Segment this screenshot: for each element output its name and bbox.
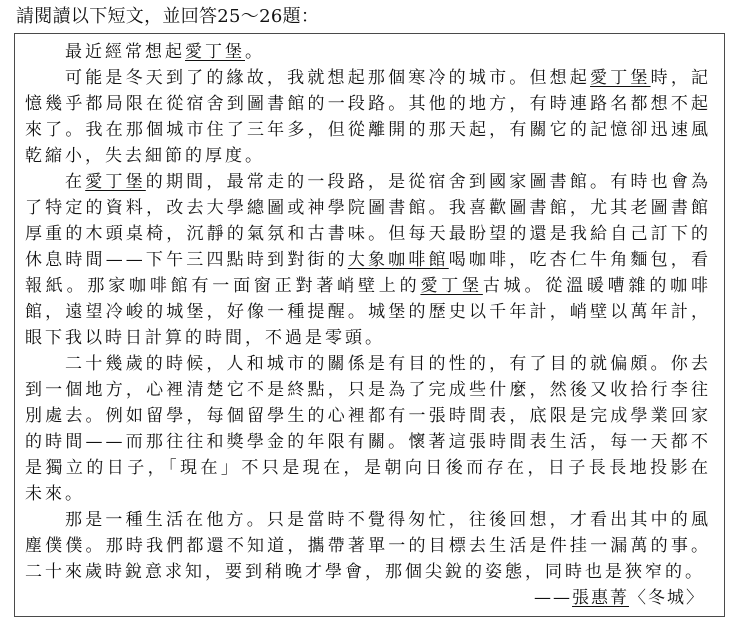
text-segment: 厚重的木頭桌椅，沉靜的氣氛和古書味。但每天最盼望的還是我給自己訂下的 xyxy=(25,224,711,244)
proper-noun-underlined: 愛丁堡 xyxy=(420,276,483,296)
text-segment: 報紙。那家咖啡館有一面窗正對著峭壁上的 xyxy=(25,276,421,296)
proper-noun-underlined: 大象咖啡館 xyxy=(347,250,449,270)
proper-noun-underlined: 愛丁堡 xyxy=(185,42,245,62)
proper-noun-underlined: 愛丁堡 xyxy=(590,68,651,88)
citation-line xyxy=(25,585,711,611)
text-segment: 二十幾歲的時候，人和城市的關係是有目的性的，有了目的就偏頗。你去 xyxy=(65,354,711,374)
text-segment: 到一個地方，心裡清楚它不是終點，只是為了完成些什麼，然後又收拾行李往 xyxy=(25,380,711,400)
text-segment: 時，記 xyxy=(650,68,712,88)
passage-line xyxy=(25,429,711,455)
text-segment: 古城。從溫暖嘈雜的咖啡 xyxy=(482,276,711,296)
passage-line xyxy=(25,117,711,143)
text-segment: 館，遠望冷峻的城堡，好像一種提醒。城堡的歷史以千年計，峭壁以萬年計， xyxy=(25,302,711,322)
text-segment: 最近經常想起 xyxy=(65,42,185,62)
text-segment: 那是一種生活在他方。只是當時不覺得匆忙，往後回想，才看出其中的風 xyxy=(65,510,711,530)
passage-line xyxy=(25,481,711,507)
text-segment: 來了。我在那個城市住了三年多，但從離開的那天起，有關它的記憶卻迅速風 xyxy=(25,120,711,140)
passage-line xyxy=(25,533,711,559)
text-segment: 的期間，最常走的一段路，是從宿舍到國家圖書館。有時也會為 xyxy=(145,172,712,192)
passage-line xyxy=(25,91,711,117)
passage-line xyxy=(25,507,711,533)
text-segment: 了特定的資料，改去大學總圖或神學院圖書館。我喜歡圖書館，尤其老圖書館 xyxy=(25,198,711,218)
passage-line xyxy=(25,559,711,585)
text-segment: 是獨立的日子，「現在」不只是現在，是朝向日後而存在，日子長長地投影在 xyxy=(25,458,711,478)
passage-line xyxy=(25,143,711,169)
passage-line xyxy=(25,351,711,377)
text-segment: 在 xyxy=(65,172,86,192)
passage-box xyxy=(14,33,725,617)
proper-noun-underlined: 愛丁堡 xyxy=(85,172,146,192)
passage-line xyxy=(25,325,711,351)
passage-line xyxy=(25,39,711,65)
text-segment: 乾縮小，失去細節的厚度。 xyxy=(25,146,265,166)
text-segment: 塵僕僕。那時我們都還不知道，攜帶著單一的目標去生活是件挂一漏萬的事。 xyxy=(25,536,711,556)
text-segment: 。 xyxy=(245,42,265,62)
passage-line xyxy=(25,221,711,247)
passage-line xyxy=(25,403,711,429)
text-segment: 可能是冬天到了的緣故，我就想起那個寒冷的城市。但想起 xyxy=(65,68,591,88)
proper-noun-underlined: 張惠菁 xyxy=(572,588,629,608)
passage-line xyxy=(25,169,711,195)
text-segment: —— xyxy=(534,588,572,608)
text-segment: 喝咖啡，吃杏仁牛角麵包，看 xyxy=(448,250,711,270)
passage-line xyxy=(25,299,711,325)
question-instruction: 請閱讀以下短文，並回答25～26題： xyxy=(16,6,320,27)
passage-line xyxy=(25,65,711,91)
passage-line xyxy=(25,195,711,221)
text-segment: 休息時間——下午三四點時到對街的 xyxy=(25,250,348,270)
passage-line xyxy=(25,247,711,273)
text-segment: 〈冬城〉 xyxy=(629,588,705,608)
text-segment: 二十來歲時銳意求知，要到稍晚才學會，那個尖銳的姿態，同時也是狹窄的。 xyxy=(25,562,705,582)
passage-line xyxy=(25,455,711,481)
text-segment: 未來。 xyxy=(25,484,85,504)
text-segment: 別處去。例如留學，每個留學生的心裡都有一張時間表，底限是完成學業回家 xyxy=(25,406,711,426)
text-segment: 眼下我以時日計算的時間，不過是零頭。 xyxy=(25,328,385,348)
text-segment: 憶幾乎都局限在從宿舍到圖書館的一段路。其他的地方，有時連路名都想不起 xyxy=(25,94,711,114)
passage-line xyxy=(25,377,711,403)
passage-line xyxy=(25,273,711,299)
text-segment: 的時間——而那往往和獎學金的年限有關。懷著這張時間表生活，每一天都不 xyxy=(25,432,711,452)
